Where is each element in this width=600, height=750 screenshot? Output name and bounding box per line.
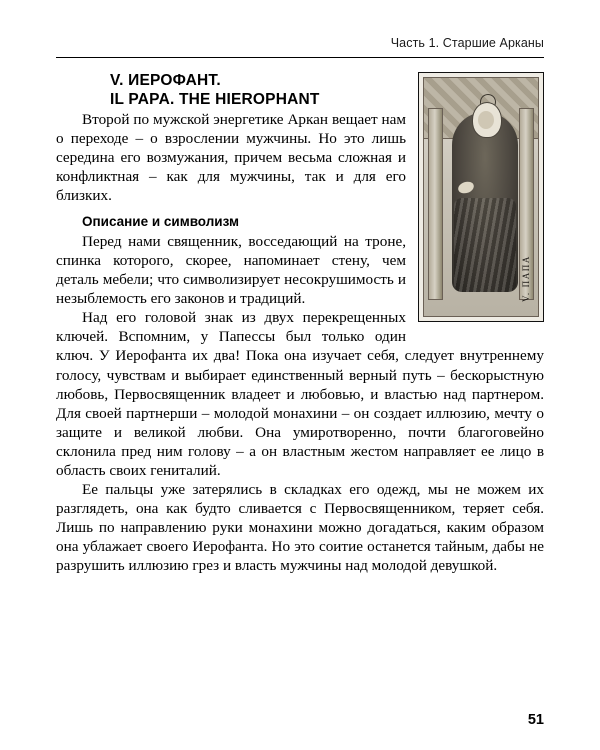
hierophant-face-shape [478,111,494,129]
page-number: 51 [527,712,544,728]
paragraph: Над его головой знак из двух перекрещенных ключей. Вспомним, у Папессы был только один ключ. У Иерофанта их два! Пока она изучает себя, следует внутреннему голосу, чувствам и выбирает единственный верный путь – бескорыстную любовь, Первосвященник владеет и любовью, и властью над партнером. Для своей партнерши – молодой монахини – он создает иллюзию, мечту о защите и великой любви. Она умиротворенно, почти благоговейно склонила пред ним голову – а он властным жестом направляет ее лицо в область своих гениталий. [56,309,544,479]
card-inner-frame [423,77,539,317]
chapter-title-main: V. ИЕРОФАНТ. [110,72,221,89]
tarot-card-illustration [418,72,544,322]
robe-folds-shape [454,198,516,292]
header-divider [56,57,544,58]
chapter-title-sub: IL PAPA. THE HIEROPHANT [110,91,320,109]
content-body [56,72,544,575]
paragraph: Ее пальцы уже затерялись в складках его одежд, мы не можем их разглядеть, она как будто сливается с Первосвященником, теряет себя. Лишь по направлению руки монахини можно догадаться, каким образом она ублажает своего Иерофанта. Но это соитие останется тайным, дабы не разрушить иллюзию грез и власть мужчины над молодой девушкой. [56,480,544,575]
section-heading: Описание и символизм [82,213,239,229]
card-caption: V. ПАПА [521,254,531,302]
paragraph: Перед нами священник, восседающий на троне, спинка которого, скорее, напоминает стену, чем деталь мебели; что символизирует несокрушимость и незыблемость его законов и традиций. [56,232,406,308]
running-head: Часть 1. Старшие Арканы [390,36,544,50]
paragraph: Второй по мужской энергетике Аркан вещает нам о переходе – о взрослении мужчины. Но это лишь середина его возмужания, причем весьма сложная и конфликтная – как для мужчины, так и для его близких. [56,110,406,204]
left-pillar-shape [428,108,443,300]
